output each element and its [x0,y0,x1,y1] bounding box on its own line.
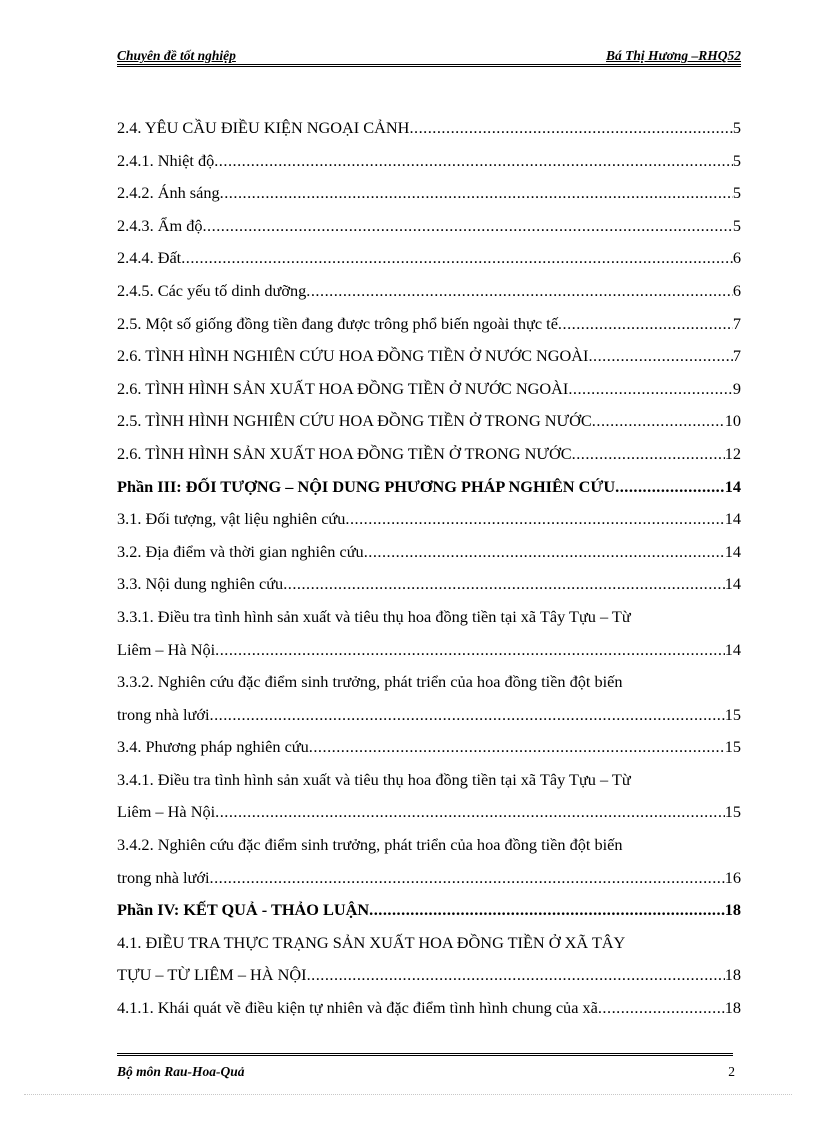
toc-dot-leader [202,210,732,243]
toc-dot-leader [306,275,733,308]
toc-entry [117,992,741,1025]
toc-entry [117,634,741,667]
toc-entry-page: 6 [732,248,741,268]
toc-entry-title: Phần III: ĐỐI TƯỢNG – NỘI DUNG PHƯƠNG PHÁP NGHIÊN CỨU [117,476,616,496]
header-document-type: Chuyên đề tốt nghiệp [117,48,236,63]
toc-entry [117,536,741,569]
toc-entry-title: 3.4.1. Điều tra tình hình sản xuất và tiêu thụ hoa đồng tiền tại xã Tây Tựu – Từ [117,769,631,789]
toc-dot-leader [215,796,725,829]
toc-entry-title: TỰU – TỪ LIÊM – HÀ NỘI [117,965,307,985]
toc-entry [117,308,741,341]
toc-entry [117,503,741,536]
toc-dot-leader [283,568,725,601]
toc-dot-leader [181,242,733,275]
toc-entry-title: 2.4.1. Nhiệt độ [117,150,215,170]
toc-dot-leader [369,894,725,927]
toc-dot-leader [588,340,732,373]
toc-dot-leader [572,438,725,471]
toc-entry [117,764,741,797]
toc-entry-title: 3.2. Địa điểm và thời gian nghiên cứu [117,541,364,561]
toc-entry-title: 2.4.2. Ánh sáng [117,183,220,203]
toc-entry-title: trong nhà lưới [117,867,210,887]
toc-entry-title: 2.5. TÌNH HÌNH NGHIÊN CỨU HOA ĐỒNG TIỀN Ở TRONG NƯỚC [117,411,592,431]
toc-entry-page: 9 [732,378,741,398]
toc-entry-title: 4.1. ĐIỀU TRA THỰC TRẠNG SẢN XUẤT HOA ĐỒNG TIỀN Ở XÃ TÂY [117,932,626,952]
toc-entry-title: 2.4.5. Các yếu tố dinh dưỡng [117,280,307,300]
toc-entry-title: 4.1.1. Khái quát về điều kiện tự nhiên và đặc điểm tình hình chung của xã [117,998,598,1018]
toc-entry-title: 3.3.1. Điều tra tình hình sản xuất và tiêu thụ hoa đồng tiền tại xã Tây Tựu – Từ [117,606,631,626]
toc-dot-leader [592,405,725,438]
toc-dot-leader [214,145,733,178]
toc-entry-title: Liêm – Hà Nội [117,802,216,822]
toc-entry-page: 6 [732,280,741,300]
toc-entry [117,959,741,992]
toc-entry-page: 5 [732,215,741,235]
header-rule [117,64,741,67]
toc-entry-title: 3.1. Đối tượng, vật liệu nghiên cứu [117,509,346,529]
toc-entry-title: 2.4.3. Ẩm độ [117,215,203,235]
toc-entry-title: 2.4.4. Đất [117,248,182,268]
toc-entry-page: 15 [724,704,741,724]
toc-dot-leader [215,634,725,667]
toc-entry [117,568,741,601]
toc-dot-leader [409,112,732,145]
toc-entry [117,862,741,895]
toc-entry-page: 7 [732,313,741,333]
toc-entry-page: 16 [724,867,741,887]
toc-entry-page: 5 [732,183,741,203]
toc-entry [117,145,741,178]
page-edge [24,1094,792,1095]
toc-entry-title: 3.3. Nội dung nghiên cứu [117,574,284,594]
toc-entry-page: 5 [732,118,741,137]
toc-entry [117,829,741,862]
toc-entry-page: 18 [724,900,741,920]
toc-entry-page: 14 [724,639,741,659]
toc-dot-leader [568,373,733,406]
toc-entry [117,894,741,927]
toc-entry-page: 14 [724,574,741,594]
toc-dot-leader [364,536,725,569]
toc-entry-title: 2.4. YÊU CẦU ĐIỀU KIỆN NGOẠI CẢNH [117,118,410,137]
toc-entry-title: trong nhà lưới [117,704,210,724]
toc-entry-page: 14 [724,541,741,561]
toc-entry [117,666,741,699]
header-author: Bá Thị Hương –RHQ52 [606,48,741,63]
toc-entry [117,731,741,764]
toc-entry-page: 12 [724,443,741,463]
toc-entry-page: 10 [724,411,741,431]
toc-dot-leader [220,177,733,210]
toc-entry-page: 7 [732,346,741,366]
toc-entry-page: 18 [724,965,741,985]
toc-dot-leader [558,308,733,341]
toc-entry-page: 15 [724,737,741,757]
toc-entry [117,112,741,145]
toc-entry-title: 3.4. Phương pháp nghiên cứu [117,737,309,757]
toc-entry [117,373,741,406]
toc-entry [117,927,741,960]
toc-entry-page: 15 [724,802,741,822]
toc-entry [117,242,741,275]
toc-entry [117,699,741,732]
toc-entry-title: 3.3.2. Nghiên cứu đặc điểm sinh trưởng, phát triển của hoa đồng tiền đột biến [117,672,623,692]
toc-entry-page: 18 [724,998,741,1018]
toc-entry-title: 2.5. Một số giống đồng tiền đang được trông phổ biến ngoài thực tế [117,313,558,333]
toc-entry [117,340,741,373]
toc-dot-leader [615,471,725,504]
toc-dot-leader [307,959,725,992]
footer-department: Bộ môn Rau-Hoa-Quả [117,1064,245,1079]
toc-dot-leader [309,731,725,764]
toc-entry [117,796,741,829]
footer-rule [117,1053,733,1056]
toc-entry [117,405,741,438]
toc-entry [117,601,741,634]
toc-entry-title: Liêm – Hà Nội [117,639,216,659]
toc-entry [117,210,741,243]
toc-dot-leader [345,503,724,536]
table-of-contents [117,112,741,1025]
toc-entry [117,438,741,471]
toc-entry-title: 3.4.2. Nghiên cứu đặc điểm sinh trưởng, phát triển của hoa đồng tiền đột biến [117,835,623,855]
toc-dot-leader [210,699,725,732]
toc-entry [117,177,741,210]
toc-entry-title: 2.6. TÌNH HÌNH SẢN XUẤT HOA ĐỒNG TIỀN Ở NƯỚC NGOÀI [117,378,569,398]
toc-entry [117,275,741,308]
toc-entry-page: 14 [724,476,741,496]
toc-entry-title: 2.6. TÌNH HÌNH NGHIÊN CỨU HOA ĐỒNG TIỀN Ở NƯỚC NGOÀI [117,346,589,366]
toc-dot-leader [598,992,725,1025]
toc-entry-page: 5 [732,150,741,170]
toc-entry-title: 2.6. TÌNH HÌNH SẢN XUẤT HOA ĐỒNG TIỀN Ở TRONG NƯỚC [117,443,572,463]
footer-page-number: 2 [728,1064,735,1079]
page-header [117,44,741,64]
toc-entry-page: 14 [724,509,741,529]
toc-entry [117,471,741,504]
toc-entry-title: Phần IV: KẾT QUẢ - THẢO LUẬN [117,900,370,920]
page-footer [117,1062,741,1082]
toc-dot-leader [210,862,725,895]
